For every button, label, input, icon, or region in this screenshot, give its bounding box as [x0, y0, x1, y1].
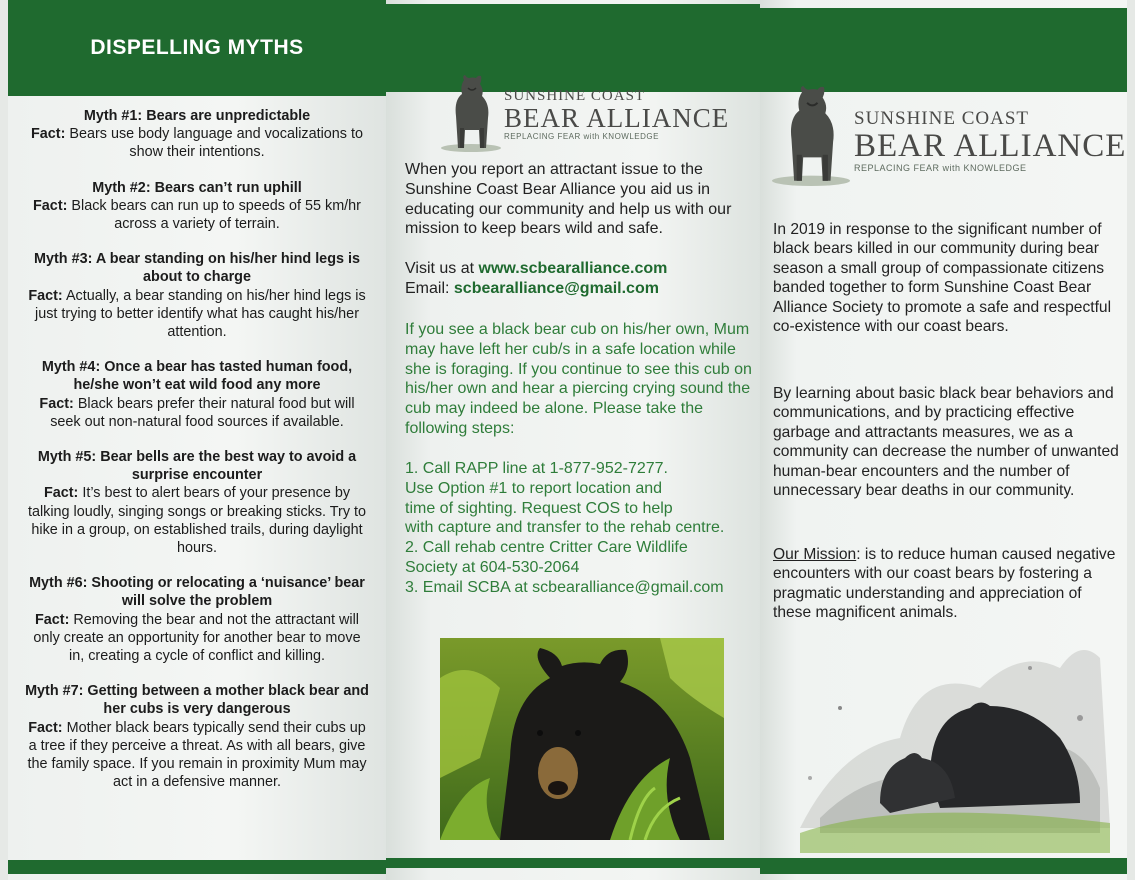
alliance-logo	[438, 72, 729, 152]
mission-label: Our Mission	[773, 546, 857, 563]
myth-item	[24, 682, 370, 791]
fact-label: Fact:	[43, 485, 79, 502]
myth-item	[24, 448, 370, 557]
myth-title: Myth #2: Bears can’t run uphill	[92, 179, 302, 196]
myth-title: Myth #6: Shooting or relocating a ‘nuisance’ bear will solve the problem	[29, 575, 365, 610]
myth-title: Myth #4: Once a bear has tasted human food, he/she won’t eat wild food any more	[41, 359, 353, 394]
logo-line2: BEAR ALLIANCE	[504, 103, 730, 133]
myth-item	[24, 574, 370, 665]
website-link[interactable]: www.scbearalliance.com	[478, 260, 668, 277]
step-line: Society at 604-530-2064	[405, 558, 580, 576]
standing-bear-icon	[438, 72, 504, 152]
cub-advice: If you see a black bear cub on his/her own, Mum may have left her cub/s in a safe location while she is foraging. If you continue to see this cub on his/her own and hear a piercing crying sound the cub may indeed be alone. Please take the following steps:	[405, 321, 752, 437]
fact-text: Black bears prefer their natural food but will seek out non-natural food sources if available.	[50, 395, 355, 430]
report-intro: When you report an attractant issue to the Sunshine Coast Bear Alliance you aid us in educating our community and help us with our mission to keep bears wild and safe.	[405, 161, 732, 238]
footer-band	[386, 858, 760, 868]
panel-about	[760, 0, 1127, 880]
panel-report	[386, 0, 760, 880]
step-line: 3. Email SCBA at scbearalliance@gmail.com	[405, 578, 724, 596]
logo-line2: BEAR ALLIANCE	[854, 128, 1127, 164]
fact-text: Actually, a bear standing on his/her hind legs is just trying to better identify what has caught his/her attention.	[35, 287, 366, 341]
learning-paragraph: By learning about basic black bear behaviors and communications, and by practicing effective garbage and attractants measures, we as a community can decrease the number of unwanted human-bear encounters and the number of unnecessary bear deaths in our community.	[773, 385, 1119, 500]
step-line: with capture and transfer to the rehab centre.	[405, 519, 725, 537]
steps-list	[405, 459, 755, 598]
panel-myths	[8, 0, 386, 880]
fact-label: Fact:	[35, 611, 70, 628]
myth-item	[24, 179, 370, 234]
logo-text	[504, 72, 729, 141]
fact-text: Bears use body language and vocalizations to show their intentions.	[69, 126, 363, 161]
fact-label: Fact:	[39, 395, 74, 412]
visit-label: Visit us at	[405, 260, 475, 277]
logo-line1: SUNSHINE COAST	[504, 88, 646, 104]
email-link[interactable]: scbearalliance@gmail.com	[453, 279, 659, 297]
logo-tagline: REPLACING FEAR with KNOWLEDGE	[504, 132, 659, 141]
standing-bear-icon	[768, 82, 854, 186]
fact-text: Removing the bear and not the attractant will only create an opportunity for another bear to move in, creating a cycle of conflict and killing.	[33, 611, 361, 665]
alliance-logo	[768, 82, 1126, 186]
step-line: Use Option #1 to report location and	[405, 479, 663, 497]
myth-title: Myth #3: A bear standing on his/her hind legs is about to charge	[34, 251, 360, 286]
history-paragraph: In 2019 in response to the significant number of black bears killed in our community during bear season a small group of compassionate citizens banded together to form Sunshine Coast Bear Alliance Society to promote a safe and respectful co-existence with our coast bears.	[773, 221, 1112, 336]
fact-label: Fact:	[30, 126, 66, 143]
myth-item	[24, 107, 370, 162]
email-label: Email:	[405, 279, 450, 297]
step-line: time of sighting. Request COS to help	[405, 499, 673, 517]
myth-title: Myth #1: Bears are unpredictable	[83, 108, 311, 124]
fact-label: Fact:	[28, 287, 63, 304]
step-line: 1. Call RAPP line at 1-877-952-7277.	[405, 460, 668, 477]
footer-band	[760, 858, 1127, 874]
logo-line1: SUNSHINE COAST	[854, 108, 1029, 129]
header-band	[760, 8, 1127, 92]
bear-photo	[440, 638, 724, 840]
fact-label: Fact:	[28, 719, 63, 736]
myth-list	[24, 107, 370, 809]
footer-band	[8, 860, 386, 874]
contact-block	[405, 259, 755, 299]
myth-item	[24, 250, 370, 341]
fact-text: It’s best to alert bears of your presence by talking loudly, singing songs or breaking sticks. Try to hike in a group, on established trails, during daylight hours.	[27, 485, 367, 557]
myths-heading: DISPELLING MYTHS	[90, 36, 304, 59]
logo-tagline: REPLACING FEAR with KNOWLEDGE	[854, 163, 1027, 173]
fact-text: Mother black bears typically send their cubs up a tree if they perceive a threat. As with all bears, give the family space. If you remain in proximity Mum may act in a defensive manner.	[27, 719, 367, 791]
bear-family-watercolor	[780, 628, 1125, 853]
myth-item	[24, 358, 370, 431]
logo-text	[854, 82, 1126, 173]
myth-title: Myth #5: Bear bells are the best way to avoid a surprise encounter	[37, 449, 357, 484]
step-line: 2. Call rehab centre Critter Care Wildlife	[405, 539, 688, 557]
mission-text: : is to reduce human caused negative encounters with our coast bears by fostering a pragmatic understanding and appreciation of these magnificent animals.	[773, 546, 1116, 622]
fact-label: Fact:	[33, 197, 68, 214]
mission-paragraph	[773, 545, 1119, 623]
myth-title: Myth #7: Getting between a mother black bear and her cubs is very dangerous	[25, 683, 369, 718]
fact-text: Black bears can run up to speeds of 55 km/hr across a variety of terrain.	[71, 197, 361, 233]
